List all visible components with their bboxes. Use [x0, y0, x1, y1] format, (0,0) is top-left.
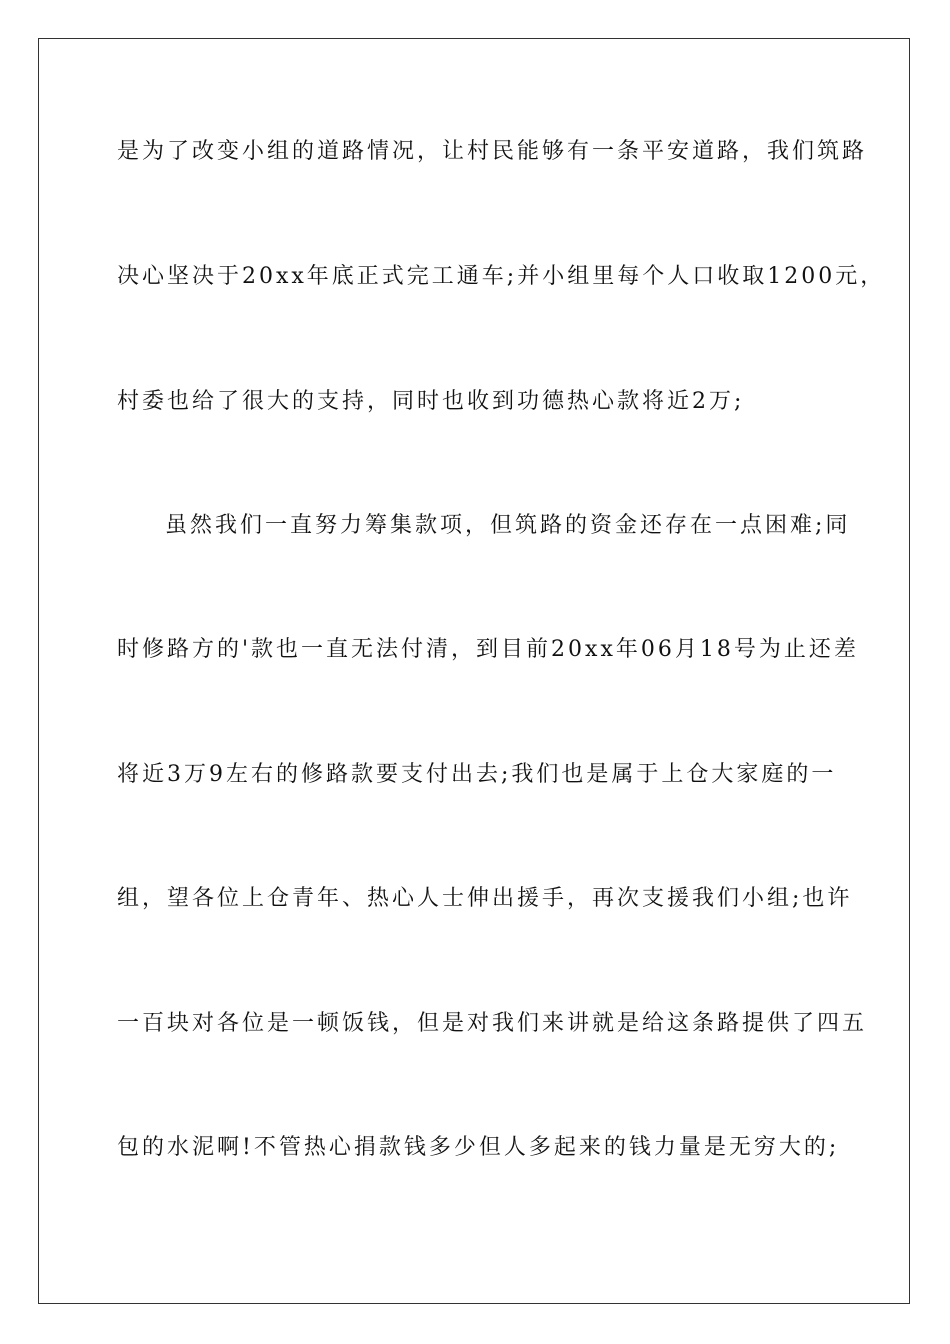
text-line-8: 一百块对各位是一顿饭钱，但是对我们来讲就是给这条路提供了四五	[117, 1011, 868, 1036]
text-line-9: 包的水泥啊!不管热心捐款钱多少但人多起来的钱力量是无穷大的;	[117, 1135, 840, 1160]
text-line-7: 组，望各位上仓青年、热心人士伸出援手，再次支援我们小组;也许	[117, 886, 853, 911]
text-line-2: 决心坚决于20xx年底正式完工通车;并小组里每个人口收取1200元，	[117, 264, 886, 289]
text-line-6: 将近3万9左右的修路款要支付出去;我们也是属于上仓大家庭的一	[117, 762, 837, 787]
text-line-3: 村委也给了很大的支持，同时也收到功德热心款将近2万;	[117, 389, 745, 414]
document-page	[38, 38, 910, 1304]
text-line-5: 时修路方的'款也一直无法付清，到目前20xx年06月18号为止还差	[117, 637, 859, 662]
text-line-1: 是为了改变小组的道路情况，让村民能够有一条平安道路，我们筑路	[117, 139, 868, 164]
text-line-4: 虽然我们一直努力筹集款项，但筑路的资金还存在一点困难;同	[165, 513, 851, 538]
